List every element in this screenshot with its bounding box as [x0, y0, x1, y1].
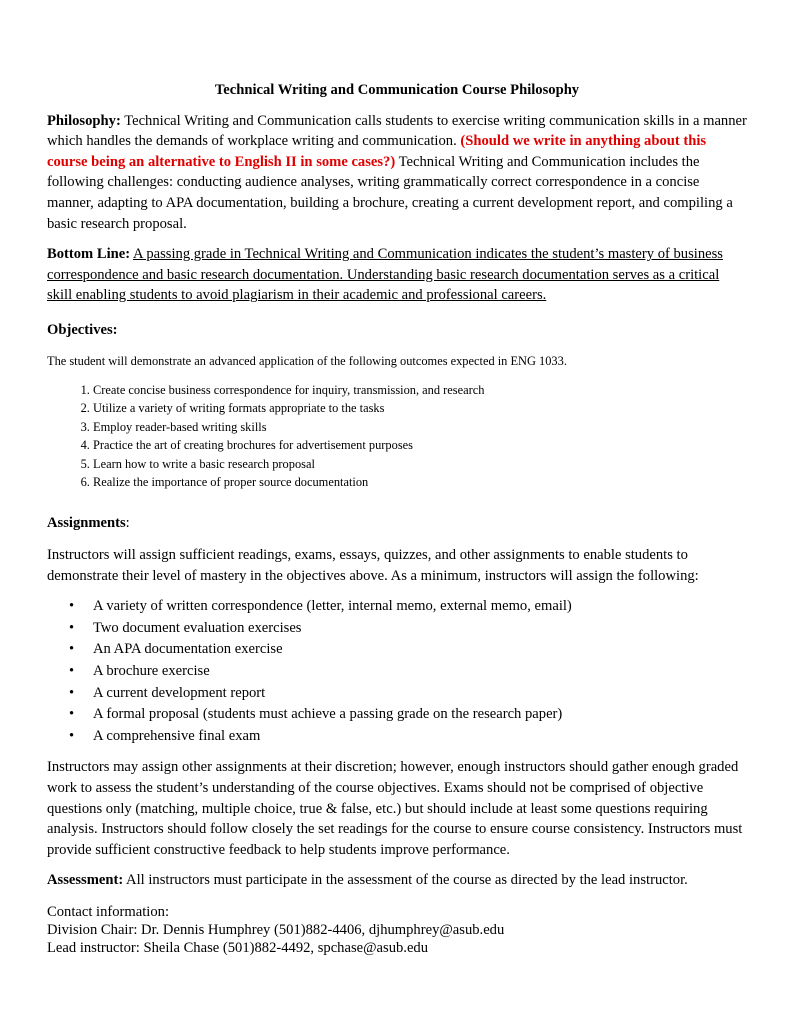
assignments-colon: : [125, 515, 130, 532]
bullet-icon: • [69, 706, 75, 723]
bullet-icon: • [69, 641, 75, 658]
lead-instructor-contact: Lead instructor: Sheila Chase (501)882-4492, spchase@asub.edu [47, 939, 429, 956]
list-item: 4. Practice the art of creating brochures for advertisement purposes [93, 436, 747, 454]
assessment-label: Assessment: [47, 872, 124, 889]
objectives-list [47, 381, 747, 491]
contact-block [47, 903, 747, 957]
assignments-intro: Instructors will assign sufficient readings, exams, essays, quizzes, and other assignments to enable students to demonstrate their level of mastery in the objectives above. As a minimum, instructors will assign the following: [47, 546, 699, 584]
division-chair-contact: Division Chair: Dr. Dennis Humphrey (501)882-4406, djhumphrey@asub.edu [47, 921, 505, 938]
bottom-line-paragraph [47, 244, 747, 306]
list-item [47, 683, 747, 705]
objectives-intro: The student will demonstrate an advanced application of the following outcomes expected in ENG 1033. [47, 353, 567, 368]
list-item-text: A comprehensive final exam [93, 727, 261, 744]
list-item-text: A brochure exercise [93, 662, 210, 679]
list-item-text: An APA documentation exercise [93, 641, 283, 658]
list-item [47, 596, 747, 618]
assignments-closing: Instructors may assign other assignments at their discretion; however, enough instructors should gather enough graded work to assess the student’s understanding of the course objectives. Exams should not be comprised of objective questions only (matching, multiple choice, true & false, etc.) but should include at least some questions requiring analysis. Instructors should follow closely the set readings for the course to ensure course consistency. Instructors must provide sufficient constructive feedback to help students improve performance. [47, 759, 743, 858]
assignments-heading-line [47, 513, 747, 534]
assignments-heading: Assignments [47, 515, 126, 532]
assessment-paragraph [47, 870, 747, 891]
list-item-text: Two document evaluation exercises [93, 619, 302, 636]
document-page [47, 80, 747, 957]
list-item: 3. Employ reader-based writing skills [93, 418, 747, 436]
list-item-text: A current development report [93, 684, 266, 701]
assessment-text: All instructors must participate in the assessment of the course as directed by the lead instructor. [123, 872, 688, 889]
assignments-list [47, 596, 747, 747]
philosophy-text-2: Technical Writing and Communication includes the following challenges: conducting audience analyses, writing grammatically correct correspondence in a concise manner, adapting to APA documentation, building a brochure, creating a current development report, and compiling a basic research proposal. [47, 153, 733, 232]
list-item [47, 726, 747, 748]
page-title: Technical Writing and Communication Course Philosophy [214, 82, 580, 98]
philosophy-paragraph [47, 111, 747, 235]
list-item: 2. Utilize a variety of writing formats appropriate to the tasks [93, 399, 747, 417]
list-item: 6. Realize the importance of proper source documentation [93, 473, 747, 491]
list-item [47, 618, 747, 640]
list-item [47, 661, 747, 683]
list-item: 1. Create concise business correspondence for inquiry, transmission, and research [93, 381, 747, 399]
bullet-icon: • [69, 727, 75, 744]
list-item [47, 704, 747, 726]
objectives-heading: Objectives: [47, 321, 118, 338]
bottom-line-label: Bottom Line: [47, 246, 131, 263]
bullet-icon: • [69, 662, 75, 679]
list-item-text: A formal proposal (students must achieve a passing grade on the research paper) [93, 706, 563, 723]
contact-heading: Contact information: [47, 903, 169, 920]
bullet-icon: • [69, 684, 75, 701]
bullet-icon: • [69, 619, 75, 636]
bottom-line-text: A passing grade in Technical Writing and Communication indicates the student’s mastery of business correspondence and basic research documentation. Understanding basic research documentation serves as a critical skill enabling students to avoid plagiarism in their academic and professional careers. [47, 246, 723, 304]
philosophy-label: Philosophy: [47, 112, 121, 129]
list-item [47, 639, 747, 661]
philosophy-text-1: Technical Writing and Communication calls students to exercise writing communication skills in a manner which handles the demands of workplace writing and communication. [47, 112, 747, 150]
list-item: 5. Learn how to write a basic research proposal [93, 455, 747, 473]
bullet-icon: • [69, 598, 75, 615]
list-item-text: A variety of written correspondence (letter, internal memo, external memo, email) [93, 598, 572, 615]
philosophy-note: (Should we write in anything about this course being an alternative to English II in some cases?) [47, 133, 707, 170]
